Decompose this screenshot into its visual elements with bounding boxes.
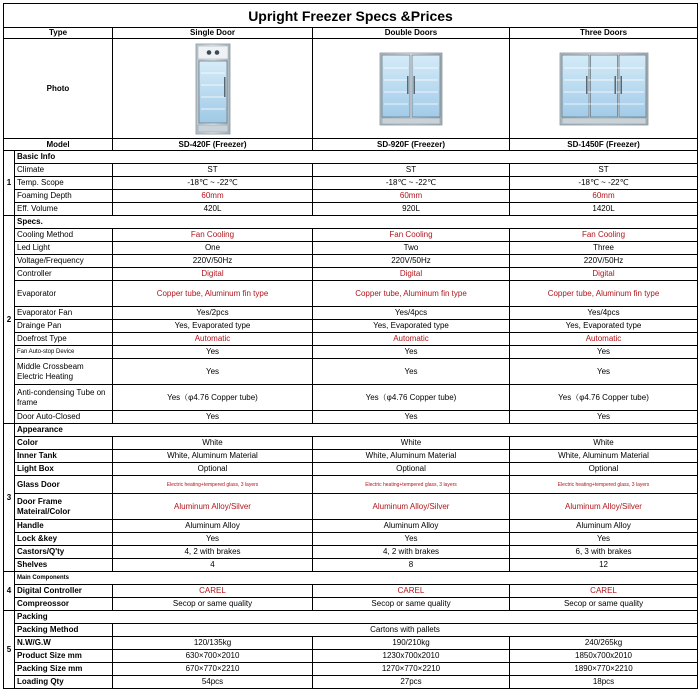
section-number: 4 [4, 572, 15, 611]
cell-value: 27pcs [313, 676, 510, 689]
cell-value: 6, 3 with brakes [510, 546, 698, 559]
row-label: Product Size mm [15, 650, 113, 663]
cell-value: Copper tube, Aluminum fin type [113, 281, 313, 307]
row-label: Inner Tank [15, 450, 113, 463]
cell-value: 1850x700x2010 [510, 650, 698, 663]
row-label: Foaming Depth [15, 190, 113, 203]
row-label: Light Box [15, 463, 113, 476]
cell-value: Optional [510, 463, 698, 476]
cell-value: Optional [113, 463, 313, 476]
cell-value: 220V/50Hz [510, 255, 698, 268]
three-door-freezer-image [559, 52, 649, 126]
cell-value: Fan Cooling [510, 229, 698, 242]
row-label: Door Auto-Closed [15, 411, 113, 424]
cell-value: 1890×770×2210 [510, 663, 698, 676]
cell-value: CAREL [113, 585, 313, 598]
row-label: Packing Method [15, 624, 113, 637]
row-label: Packing Size mm [15, 663, 113, 676]
cell-value: Automatic [113, 333, 313, 346]
section-number: 2 [4, 216, 15, 424]
double-door-freezer-image [379, 52, 443, 126]
cell-value: Three [510, 242, 698, 255]
cell-value: Electric heating+tempered glass, 3 layers [313, 476, 510, 494]
cell-value: Aluminum Alloy/Silver [510, 494, 698, 520]
cell-value: 1270×770×2210 [313, 663, 510, 676]
model-double-doors: SD-920F (Freezer) [313, 139, 510, 151]
photo-single-door [113, 39, 313, 139]
row-label: Doefrost Type [15, 333, 113, 346]
spec-table [3, 3, 698, 689]
cell-value: 60mm [510, 190, 698, 203]
cell-value: Copper tube, Aluminum fin type [510, 281, 698, 307]
cell-value: Aluminum Alloy [113, 520, 313, 533]
table-title: Upright Freezer Specs &Prices [4, 4, 698, 28]
section-title: Main Components [15, 572, 698, 585]
cell-value: Aluminum Alloy/Silver [113, 494, 313, 520]
cell-value: 60mm [113, 190, 313, 203]
cell-value: Yes [313, 411, 510, 424]
row-label: Evaporator Fan [15, 307, 113, 320]
cell-value: White [113, 437, 313, 450]
cell-value: Aluminum Alloy/Silver [313, 494, 510, 520]
cell-value: Digital [113, 268, 313, 281]
cell-value: Secop or same quality [113, 598, 313, 611]
cell-value: 220V/50Hz [113, 255, 313, 268]
row-label: Led Light [15, 242, 113, 255]
cell-value: 1230x700x2010 [313, 650, 510, 663]
cell-value: Yes/4pcs [313, 307, 510, 320]
spec-sheet [3, 3, 697, 689]
cell-value: 670×770×2210 [113, 663, 313, 676]
cell-value: Yes（φ4.76 Copper tube) [113, 385, 313, 411]
cell-value: Yes（φ4.76 Copper tube) [510, 385, 698, 411]
cell-value: Yes/4pcs [510, 307, 698, 320]
section-title: Basic Info [15, 151, 698, 164]
row-label: Evaporator [15, 281, 113, 307]
row-label: Climate [15, 164, 113, 177]
section-title: Specs. [15, 216, 698, 229]
cell-value: CAREL [510, 585, 698, 598]
row-label: Voltage/Frequency [15, 255, 113, 268]
row-label: Drainge Pan [15, 320, 113, 333]
row-label: Fan Auto-stop Device [15, 346, 113, 359]
cell-value: White [313, 437, 510, 450]
cell-value: -18℃ ~ -22℃ [113, 177, 313, 190]
cell-value: Electric heating+tempered glass, 3 layers [113, 476, 313, 494]
cell-value: 240/265kg [510, 637, 698, 650]
cell-value: -18℃ ~ -22℃ [510, 177, 698, 190]
cell-value: Yes [510, 359, 698, 385]
cell-value: Yes [313, 359, 510, 385]
model-header: Model [4, 139, 113, 151]
cell-value: 54pcs [113, 676, 313, 689]
model-single-door: SD-420F (Freezer) [113, 139, 313, 151]
cell-value: Secop or same quality [510, 598, 698, 611]
cell-value: 120/135kg [113, 637, 313, 650]
row-label: Eff. Volume [15, 203, 113, 216]
cell-value: Digital [313, 268, 510, 281]
cell-value: -18℃ ~ -22℃ [313, 177, 510, 190]
cell-value: Yes（φ4.76 Copper tube) [313, 385, 510, 411]
row-label: Digital Controller [15, 585, 113, 598]
cell-value: Fan Cooling [113, 229, 313, 242]
row-label: Castors/Q'ty [15, 546, 113, 559]
cell-value: White [510, 437, 698, 450]
row-label: Shelves [15, 559, 113, 572]
cell-value: 190/210kg [313, 637, 510, 650]
cell-value: Automatic [313, 333, 510, 346]
section-number: 3 [4, 424, 15, 572]
cell-value: ST [313, 164, 510, 177]
cell-value: Electric heating+tempered glass, 3 layers [510, 476, 698, 494]
cell-value: ST [510, 164, 698, 177]
cell-value: White, Aluminum Material [113, 450, 313, 463]
cell-value: Fan Cooling [313, 229, 510, 242]
type-three-doors: Three Doors [510, 28, 698, 39]
cell-value: 1420L [510, 203, 698, 216]
cell-value: Aluminum Alloy [510, 520, 698, 533]
cell-value: 12 [510, 559, 698, 572]
cell-value: Yes [510, 346, 698, 359]
section-number: 1 [4, 151, 15, 216]
cell-value: Yes [510, 533, 698, 546]
cell-value: Yes, Evaporated type [113, 320, 313, 333]
row-label: Loading Qty [15, 676, 113, 689]
row-label: Controller [15, 268, 113, 281]
cell-value: Yes [313, 346, 510, 359]
row-label: N.W/G.W [15, 637, 113, 650]
cell-value: 420L [113, 203, 313, 216]
cell-value: White, Aluminum Material [510, 450, 698, 463]
cell-value: 4, 2 with brakes [113, 546, 313, 559]
cell-value: Yes [113, 411, 313, 424]
photo-three-doors [510, 39, 698, 139]
single-door-freezer-image [195, 43, 231, 135]
section-title: Appearance [15, 424, 698, 437]
cell-value: 630×700×2010 [113, 650, 313, 663]
cell-value: Yes [113, 346, 313, 359]
cell-value: Yes, Evaporated type [510, 320, 698, 333]
cell-value: 60mm [313, 190, 510, 203]
photo-header: Photo [4, 39, 113, 139]
row-label: Glass Door [15, 476, 113, 494]
cell-value: Yes/2pcs [113, 307, 313, 320]
cell-value: 4, 2 with brakes [313, 546, 510, 559]
cell-value: Yes [113, 359, 313, 385]
cell-value: 220V/50Hz [313, 255, 510, 268]
row-label: Lock &key [15, 533, 113, 546]
cell-value: Optional [313, 463, 510, 476]
type-single-door: Single Door [113, 28, 313, 39]
cell-value: 8 [313, 559, 510, 572]
cell-value: Automatic [510, 333, 698, 346]
type-header: Type [4, 28, 113, 39]
model-three-doors: SD-1450F (Freezer) [510, 139, 698, 151]
row-label: Door Frame Mateiral/Color [15, 494, 113, 520]
cell-value: Yes [313, 533, 510, 546]
row-label: Color [15, 437, 113, 450]
cell-value: 4 [113, 559, 313, 572]
cell-value: One [113, 242, 313, 255]
cell-value: CAREL [313, 585, 510, 598]
cell-value: Aluminum Alloy [313, 520, 510, 533]
section-number: 5 [4, 611, 15, 689]
row-label: Cooling Method [15, 229, 113, 242]
cell-value: Yes [113, 533, 313, 546]
cell-value: ST [113, 164, 313, 177]
cell-value: Yes [510, 411, 698, 424]
cell-value: 18pcs [510, 676, 698, 689]
photo-double-doors [313, 39, 510, 139]
row-label: Compreossor [15, 598, 113, 611]
type-double-doors: Double Doors [313, 28, 510, 39]
row-label: Temp. Scope [15, 177, 113, 190]
row-label: Middle Crossbeam Electric Heating [15, 359, 113, 385]
cell-value: Copper tube, Aluminum fin type [313, 281, 510, 307]
row-label: Anti-condensing Tube on frame [15, 385, 113, 411]
cell-value: Secop or same quality [313, 598, 510, 611]
cell-value: White, Aluminum Material [313, 450, 510, 463]
row-label: Handle [15, 520, 113, 533]
cell-value: Two [313, 242, 510, 255]
section-title: Packing [15, 611, 698, 624]
cell-value: Digital [510, 268, 698, 281]
cell-value: Yes, Evaporated type [313, 320, 510, 333]
cell-value: 920L [313, 203, 510, 216]
cell-value-merged: Cartons with pallets [113, 624, 698, 637]
